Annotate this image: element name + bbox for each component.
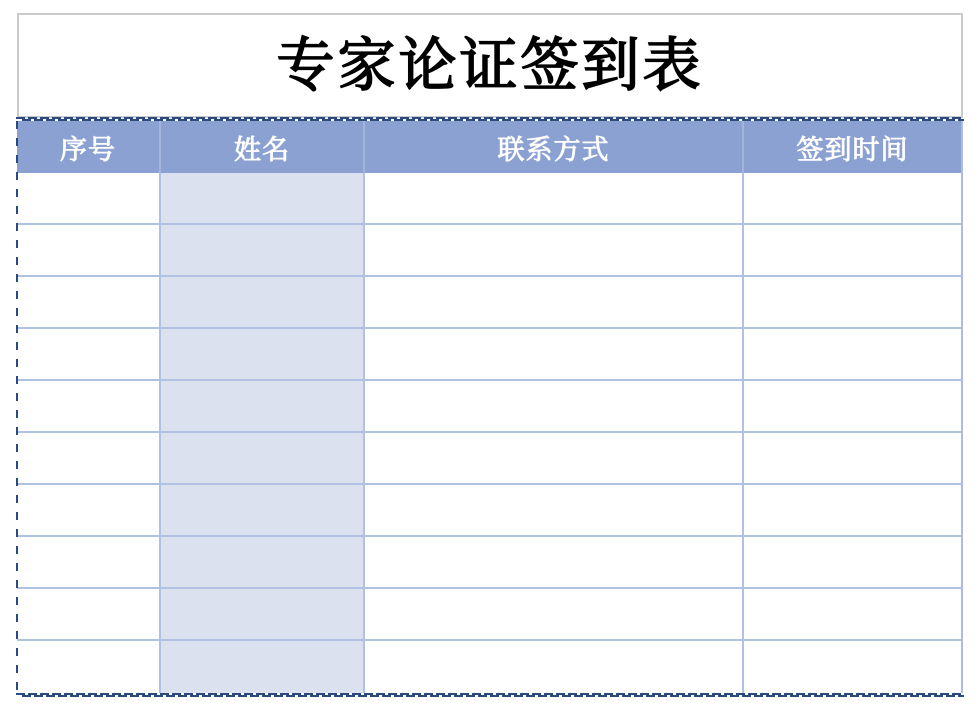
selection-border-top (16, 117, 964, 121)
table-row (17, 277, 961, 329)
cell-r6-c4[interactable] (742, 433, 961, 483)
header-cell-number: 序号 (60, 134, 116, 165)
cell-r1-c3[interactable] (363, 173, 742, 223)
cell-r7-c2[interactable] (159, 485, 363, 535)
cell-r4-c4[interactable] (742, 329, 961, 379)
cell-r6-c1[interactable] (17, 433, 159, 483)
cell-r2-c4[interactable] (742, 225, 961, 275)
cell-r10-c1[interactable] (17, 641, 159, 693)
title-block (17, 13, 963, 118)
cell-r8-c4[interactable] (742, 537, 961, 587)
cell-r4-c2[interactable] (159, 329, 363, 379)
table-row (17, 485, 961, 537)
cell-r9-c2[interactable] (159, 589, 363, 639)
cell-r4-c3[interactable] (363, 329, 742, 379)
cell-r1-c4[interactable] (742, 173, 961, 223)
cell-r10-c4[interactable] (742, 641, 961, 693)
cell-r4-c1[interactable] (17, 329, 159, 379)
cell-r3-c4[interactable] (742, 277, 961, 327)
header-cell-signin-time: 签到时间 (742, 121, 961, 173)
cell-r7-c3[interactable] (363, 485, 742, 535)
table-row (17, 225, 961, 277)
table-row (17, 381, 961, 433)
cell-r2-c3[interactable] (363, 225, 742, 275)
table-body (17, 173, 961, 693)
cell-r9-c3[interactable] (363, 589, 742, 639)
cell-r3-c3[interactable] (363, 277, 742, 327)
cell-r5-c3[interactable] (363, 381, 742, 431)
cell-r3-c1[interactable] (17, 277, 159, 327)
cell-r10-c2[interactable] (159, 641, 363, 693)
table-row (17, 589, 961, 641)
cell-r5-c1[interactable] (17, 381, 159, 431)
cell-r1-c1[interactable] (17, 173, 159, 223)
cell-r8-c1[interactable] (17, 537, 159, 587)
table-row (17, 433, 961, 485)
cell-r8-c2[interactable] (159, 537, 363, 587)
table-row (17, 329, 961, 381)
cell-r8-c3[interactable] (363, 537, 742, 587)
sheet-title: 专家论证签到表 (276, 32, 704, 98)
cell-r2-c1[interactable] (17, 225, 159, 275)
table-header-row (17, 121, 961, 173)
cell-r9-c1[interactable] (17, 589, 159, 639)
header-cell-contact: 联系方式 (363, 121, 742, 173)
cell-r6-c2[interactable] (159, 433, 363, 483)
cell-r1-c2[interactable] (159, 173, 363, 223)
table-row (17, 173, 961, 225)
cell-r9-c4[interactable] (742, 589, 961, 639)
signin-table (17, 121, 963, 693)
selection-border-left (16, 121, 18, 697)
table-row (17, 537, 961, 589)
cell-r6-c3[interactable] (363, 433, 742, 483)
cell-r7-c1[interactable] (17, 485, 159, 535)
selection-border-bottom (16, 693, 964, 697)
cell-r5-c4[interactable] (742, 381, 961, 431)
cell-r2-c2[interactable] (159, 225, 363, 275)
cell-r3-c2[interactable] (159, 277, 363, 327)
cell-r10-c3[interactable] (363, 641, 742, 693)
header-cell-name: 姓名 (159, 121, 363, 173)
table-row (17, 641, 961, 693)
cell-r7-c4[interactable] (742, 485, 961, 535)
cell-r5-c2[interactable] (159, 381, 363, 431)
